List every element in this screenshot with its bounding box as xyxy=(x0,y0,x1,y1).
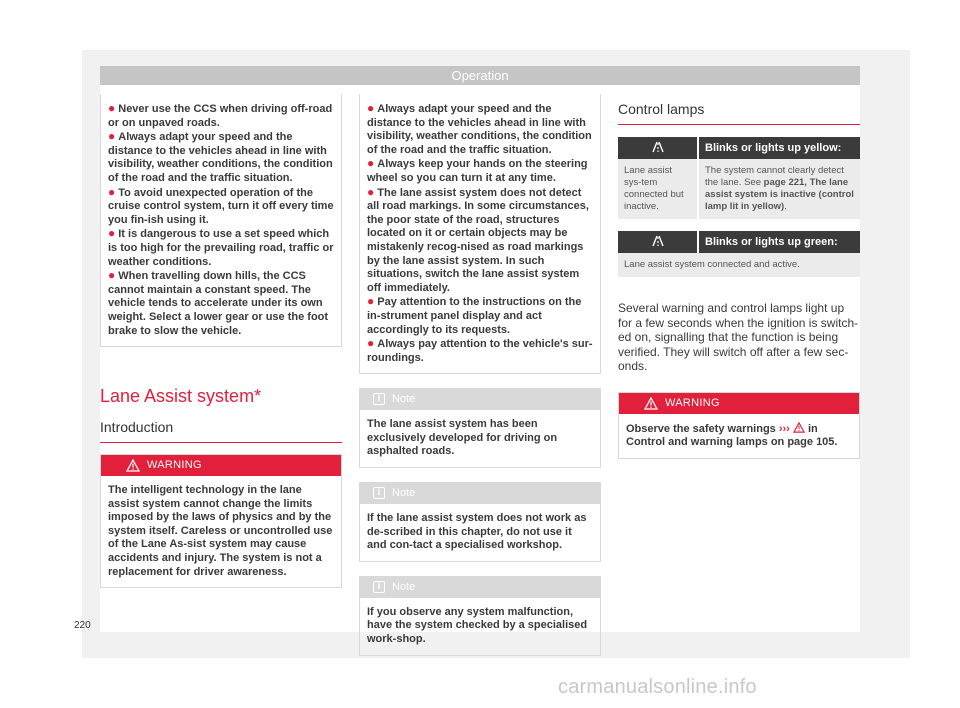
bullet-item: ● To avoid unexpected operation of the cruise control system, turn it off every time you fin-ish using it. xyxy=(108,184,334,226)
bullet-item: ● It is dangerous to use a set speed which is too high for the prevailing road, traffic or weather conditions. xyxy=(108,226,334,268)
bullet-item: ● Always pay attention to the vehicle's sur-roundings. xyxy=(367,336,593,364)
lane-assist-icon xyxy=(618,137,698,159)
info-icon: i xyxy=(373,487,385,499)
note-text: If you observe any system malfunction, have the system checked by a specialised work-shop. xyxy=(367,605,588,646)
lane-warning-box xyxy=(100,454,342,588)
column-left xyxy=(100,94,342,588)
warning-triangle-icon xyxy=(126,459,140,472)
bullet-item: ● Always adapt your speed and the distance to the vehicles ahead in line with visibility, weather conditions, the condition of the road and the traffic situation. xyxy=(367,101,592,156)
info-icon: i xyxy=(373,393,385,405)
bullet-item: ● When travelling down hills, the CCS cannot maintain a constant speed. The vehicle tends to accelerate under its own weight. Select a lower gear or use the foot brake to slow the vehicle. xyxy=(108,268,329,337)
page-reference-link[interactable]: page 221, The lane assist system is inactive (control lamp lit in yellow) xyxy=(705,177,854,212)
table-header: Blinks or lights up yellow: xyxy=(698,137,860,159)
warning-text: Observe the safety warnings ››› in Control and warning lamps on page 105. xyxy=(626,422,838,449)
bullet-dot-icon: ● xyxy=(108,129,116,144)
page-number: 220 xyxy=(74,620,91,631)
bullet-dot-icon: ● xyxy=(367,101,375,115)
lamp-table-yellow xyxy=(618,137,860,219)
bullet-item: ● Pay attention to the instructions on the in-strument panel display and act accordingly to its requests. xyxy=(367,294,582,336)
table-cell: Lane assist sys-tem connected but inactive. xyxy=(618,159,698,219)
note-box xyxy=(359,482,601,562)
reference-arrows[interactable]: ››› xyxy=(778,422,790,435)
bullet-dot-icon: ● xyxy=(108,268,116,283)
bullet-dot-icon: ● xyxy=(108,184,116,199)
note-header: i Note xyxy=(360,389,600,410)
bullet-dot-icon: ● xyxy=(367,336,375,351)
page-header: Operation xyxy=(100,66,860,85)
info-paragraph: Several warning and control lamps light up for a few seconds when the ignition is switch-ed on, signalling that the function is being verified. They will switch off after a few sec-onds. xyxy=(618,301,859,373)
column-right xyxy=(618,94,860,459)
table-cell: The system cannot clearly detect the lane. See page 221, The lane assist system is inactive (control lamp lit in yellow). xyxy=(698,159,860,219)
column-middle xyxy=(359,94,601,656)
lamp-table-green xyxy=(618,231,860,277)
bullet-dot-icon: ● xyxy=(108,101,116,115)
bullet-item: ● Always keep your hands on the steering wheel so you can turn it at any time. xyxy=(367,156,588,184)
warning-header: WARNING xyxy=(619,393,859,414)
warning-text: The intelligent technology in the lane assist system cannot change the limits imposed by the laws of physics and by the system itself. Careless or uncontrolled use of the Lane As-sist system may cause accidents and injury. The system is not a replacement for driver awareness. xyxy=(108,484,333,578)
lane-bullets-box xyxy=(359,94,601,374)
watermark: carmanualsonline.info xyxy=(558,676,757,698)
note-box xyxy=(359,388,601,468)
bullet-dot-icon: ● xyxy=(367,184,375,199)
cruise-warning-box xyxy=(100,94,342,347)
control-lamps-title: Control lamps xyxy=(618,100,860,125)
lane-assist-icon xyxy=(618,231,698,253)
table-header: Blinks or lights up green: xyxy=(698,231,860,253)
note-box xyxy=(359,576,601,656)
note-text: The lane assist system has been exclusively developed for driving on asphalted roads. xyxy=(367,418,558,458)
warning-triangle-icon xyxy=(793,422,805,433)
section-title: Lane Assist system* xyxy=(100,386,262,407)
subsection-title: Introduction xyxy=(100,418,342,443)
bullet-item: ● Never use the CCS when driving off-road or on unpaved roads. xyxy=(108,101,333,129)
note-header: i Note xyxy=(360,577,600,598)
note-header: i Note xyxy=(360,483,600,504)
warning-triangle-icon xyxy=(644,397,658,410)
info-icon: i xyxy=(373,581,385,593)
note-text: If the lane assist system does not work as de-scribed in this chapter, do not use it and con-tact a specialised workshop. xyxy=(367,512,587,552)
control-warning-box xyxy=(618,392,860,459)
bullet-dot-icon: ● xyxy=(108,226,116,241)
bullet-item: ● Always adapt your speed and the distance to the vehicles ahead in line with visibility, weather conditions, the condition of the road and the traffic situation. xyxy=(108,129,333,184)
warning-header: WARNING xyxy=(101,455,341,476)
table-cell: Lane assist system connected and active. xyxy=(618,253,860,277)
bullet-dot-icon: ● xyxy=(367,156,375,171)
bullet-dot-icon: ● xyxy=(367,294,375,309)
bullet-item: ● The lane assist system does not detect all road markings. In some circumstances, the poor state of the road, structures located on it or certain objects may be mistakenly recog-nised as road markings by the lane assist system. In such situations, switch the lane assist system off immediately. xyxy=(367,184,589,294)
